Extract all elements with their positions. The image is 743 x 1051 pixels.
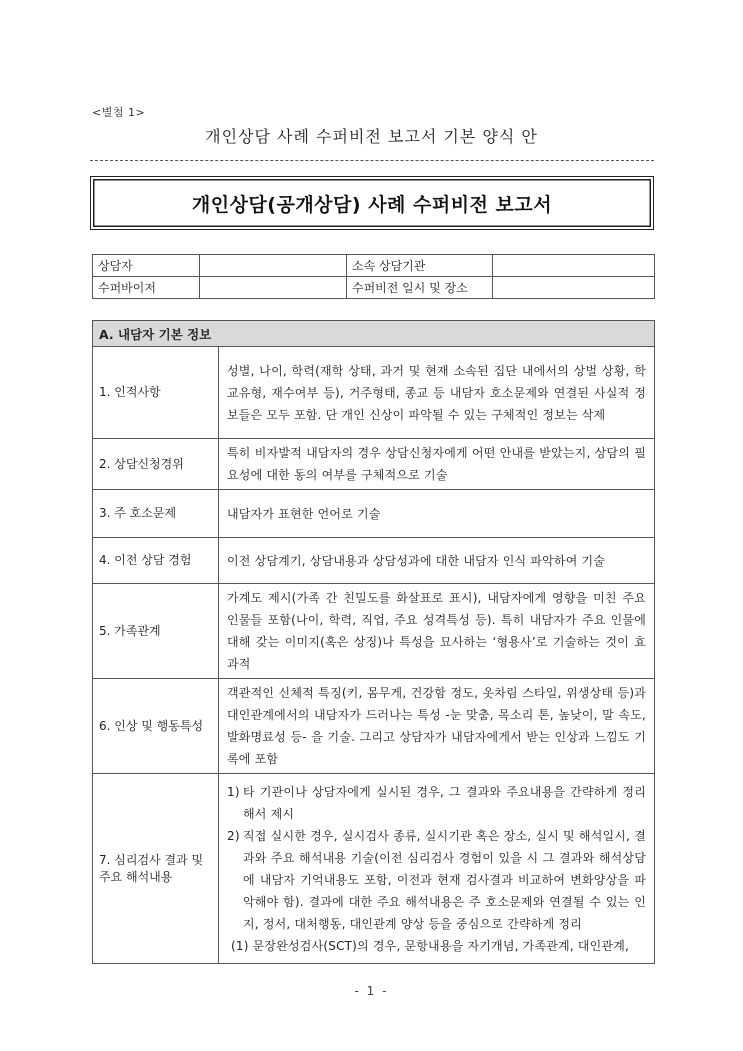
table-row (93, 538, 655, 584)
table-row (93, 774, 655, 964)
section-a-header-row (93, 321, 655, 347)
row-description: 객관적인 신체적 특징(키, 몸무게, 건강함 정도, 옷차림 스타일, 위생상태 등)과 대인관계에서의 내담자가 드러나는 특성 -눈 맞춤, 목소리 톤, 높낮이, 말 속도, 발화명료성 등- 을 기술. 그리고 상담자가 내담자에게서 받는 인상과 느낌도 기록에 포함 (219, 679, 655, 774)
table-row (93, 439, 655, 490)
datetime-label: 수퍼비전 일시 및 장소 (347, 277, 493, 299)
row-description: 이전 상담계기, 상담내용과 상담성과에 대한 내담자 인식 파악하여 기술 (219, 538, 655, 584)
list-item-number: 2) (227, 828, 240, 843)
list-item (227, 781, 646, 825)
row-description: 성별, 나이, 학력(재학 상태, 과거 및 현재 소속된 집단 내에서의 상벌 상황, 학교유형, 재수여부 등), 거주형태, 종교 등 내담자 호소문제와 연결된 사실적 정보들은 모두 포함. 단 개인 신상이 파악될 수 있는 구체적인 정보는 삭제 (219, 347, 655, 439)
row-description: 내담자가 표현한 언어로 기술 (219, 490, 655, 538)
row-label: 2. 상담신청경위 (93, 439, 219, 490)
list-item-number: 1) (227, 784, 240, 799)
institution-label: 소속 상담기관 (347, 255, 493, 277)
row-description: 가계도 제시(가족 간 친밀도를 화살표로 표시), 내담자에게 영향을 미친 주요 인물들 포함(나이, 학력, 직업, 주요 성격특성 등). 특히 내담자가 주요 인물에 대해 갖는 이미지(혹은 상징)나 특성을 묘사하는 ‘형용사’로 기술하는 것이 효과적 (219, 584, 655, 679)
info-row-1 (93, 255, 655, 277)
info-table (92, 254, 655, 299)
section-a-title: A. 내담자 기본 정보 (93, 321, 655, 347)
sub-list-item: (1) 문장완성검사(SCT)의 경우, 문항내용을 자기개념, 가족관계, 대인관계, (231, 938, 630, 953)
datetime-value[interactable] (493, 277, 655, 299)
list-item (227, 825, 646, 935)
info-row-2 (93, 277, 655, 299)
table-row (93, 347, 655, 439)
client-info-table (92, 320, 655, 964)
annex-label: <별첨 1> (92, 106, 146, 119)
row-label: 6. 인상 및 행동특성 (93, 679, 219, 774)
page-number: - 1 - (354, 984, 389, 998)
row-description: 특히 비자발적 내담자의 경우 상담신청자에게 어떤 안내를 받았는지, 상담의 필요성에 대한 동의 여부를 구체적으로 기술 (219, 439, 655, 490)
table-row (93, 679, 655, 774)
list-item-text: 직접 실시한 경우, 실시검사 종류, 실시기관 혹은 장소, 실시 및 해석일시, 결과와 주요 해석내용 기술(이전 심리검사 경험이 있을 시 그 결과와 해석상담에 내담자 기억내용도 포함, 이전과 현재 검사결과 비교하여 변화양상을 파악해야 함). 결과에 대한 주요 해석내용은 주 호소문제와 연결될 수 있는 인지, 정서, 대처행동, 대인관계 양상 등을 중심으로 간략하게 정리 (243, 828, 646, 931)
table-row (93, 490, 655, 538)
row-label: 1. 인적사항 (93, 347, 219, 439)
row-label: 5. 가족관계 (93, 584, 219, 679)
table-row (93, 584, 655, 679)
supervisor-label: 수퍼바이저 (93, 277, 200, 299)
row-description (219, 774, 655, 964)
dashed-divider (90, 160, 654, 161)
institution-value[interactable] (493, 255, 655, 277)
counselor-label: 상담자 (93, 255, 200, 277)
report-title (90, 176, 654, 230)
counselor-value[interactable] (200, 255, 347, 277)
row-label: 7. 심리검사 결과 및 주요 해석내용 (93, 774, 219, 964)
row-label: 4. 이전 상담 경험 (93, 538, 219, 584)
supervisor-value[interactable] (200, 277, 347, 299)
report-title-text: 개인상담(공개상담) 사례 수퍼비전 보고서 (191, 193, 553, 216)
document-subtitle: 개인상담 사례 수퍼비전 보고서 기본 양식 안 (205, 127, 538, 146)
row-label: 3. 주 호소문제 (93, 490, 219, 538)
list-item-text: 타 기관이나 상담자에게 실시된 경우, 그 결과와 주요내용을 간략하게 정리해서 제시 (243, 784, 646, 821)
